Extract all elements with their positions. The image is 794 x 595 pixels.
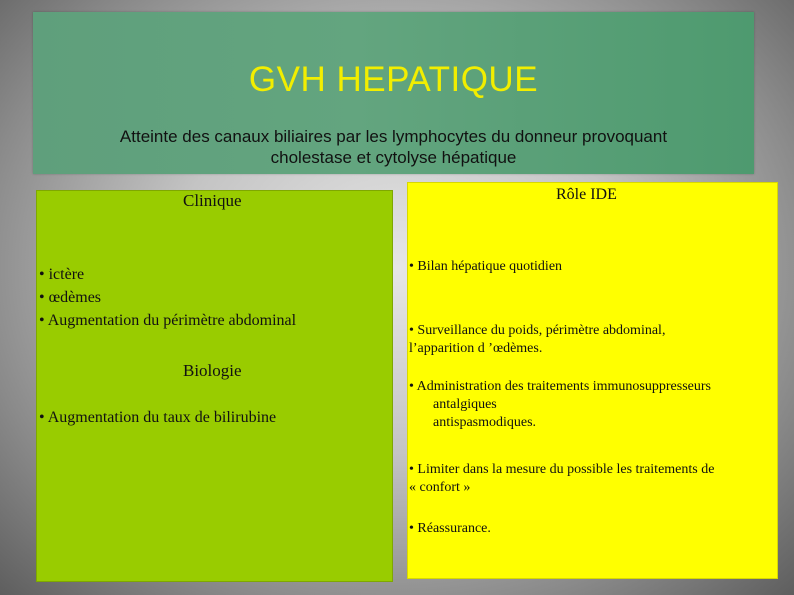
clinique-panel xyxy=(36,190,393,582)
role-item-surveillance xyxy=(409,322,775,358)
role-item-line: • Administration des traitements immunosuppresseurs xyxy=(409,379,711,394)
clinique-item: • œdèmes xyxy=(39,289,102,306)
header-banner xyxy=(33,12,754,174)
role-item-line: antalgiques xyxy=(433,397,497,412)
role-item-reassurance: • Réassurance. xyxy=(409,521,491,536)
role-item-line: « confort » xyxy=(409,480,471,495)
role-item-bilan: • Bilan hépatique quotidien xyxy=(409,259,563,274)
role-item-line: antispasmodiques. xyxy=(433,415,537,430)
biologie-item: • Augmentation du taux de bilirubine xyxy=(39,409,277,426)
role-ide-panel xyxy=(407,182,778,579)
clinique-heading: Clinique xyxy=(183,191,242,210)
slide-title: GVH HEPATIQUE xyxy=(248,60,539,99)
clinique-item: • ictère xyxy=(39,266,85,283)
role-item-line: • Surveillance du poids, périmètre abdominal, xyxy=(409,323,666,338)
clinique-item: • Augmentation du périmètre abdominal xyxy=(39,312,297,329)
role-item-administration xyxy=(409,378,775,432)
clinique-list xyxy=(39,263,296,332)
slide-subtitle xyxy=(53,126,734,168)
role-item-limiter xyxy=(409,461,775,497)
role-ide-heading: Rôle IDE xyxy=(556,186,617,203)
role-item-line: l’apparition d ’œdèmes. xyxy=(409,341,543,356)
subtitle-line-2: cholestase et cytolyse hépatique xyxy=(270,148,517,167)
subtitle-line-1: Atteinte des canaux biliaires par les lymphocytes du donneur provoquant xyxy=(119,127,668,146)
biologie-heading: Biologie xyxy=(183,361,242,380)
role-item-line: • Limiter dans la mesure du possible les traitements de xyxy=(409,462,715,477)
